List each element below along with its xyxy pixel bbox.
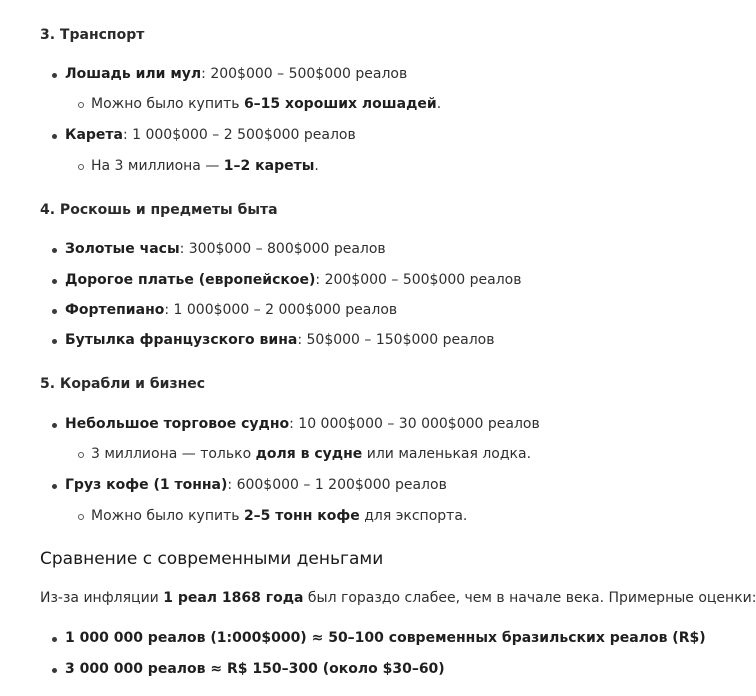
item-label: 1 000 000 реалов (1:000$000) (65, 630, 307, 646)
item-bold: 2–5 тонн кофе (243, 508, 360, 524)
item-bold: доля в судне (255, 446, 363, 462)
comparison-intro (40, 590, 756, 606)
item-text: или маленькая лодка. (362, 446, 532, 462)
item-label: Дорогое платье (европейское) (65, 272, 316, 288)
list-item (65, 66, 407, 82)
item-value: : 200$000 – 500$000 реалов (201, 66, 408, 82)
sub-list-item (91, 96, 441, 112)
item-value: : 200$000 – 500$000 реалов (315, 272, 522, 288)
item-label: Небольшое торговое судно (65, 416, 290, 432)
item-label: Бутылка французского вина (65, 332, 298, 348)
comparison-heading: Сравнение с современными деньгами (40, 549, 384, 569)
list-item (65, 630, 706, 646)
section-title-ships: 5. Корабли и бизнес (40, 376, 206, 392)
item-text: Можно было купить (91, 96, 244, 112)
intro-text: был гораздо слабее, чем в начале века. Примерные оценки: (303, 590, 756, 606)
item-label: Карета (65, 127, 123, 143)
sub-list-item (91, 446, 531, 462)
item-value: : 1 000$000 – 2 500$000 реалов (122, 127, 356, 143)
item-text: . (436, 96, 442, 112)
section-title-transport: 3. Транспорт (40, 27, 145, 43)
item-bold: 1–2 кареты (223, 158, 315, 174)
list-item (65, 661, 445, 677)
item-value: : 1 000$000 – 2 000$000 реалов (164, 302, 398, 318)
item-label: 3 000 000 реалов (65, 661, 206, 677)
item-label: Груз кофе (1 тонна) (65, 477, 228, 493)
item-text: Можно было купить (91, 508, 244, 524)
item-text: 3 миллиона — только (91, 446, 256, 462)
item-label: Лошадь или мул (65, 66, 202, 82)
sub-list-item (91, 508, 467, 524)
section-title-luxury: 4. Роскошь и предметы быта (40, 202, 278, 218)
list-item (65, 241, 386, 257)
list-item (65, 332, 495, 348)
item-value: : 300$000 – 800$000 реалов (179, 241, 386, 257)
item-label: Золотые часы (65, 241, 180, 257)
sub-list-item (91, 158, 319, 174)
item-value: : 600$000 – 1 200$000 реалов (227, 477, 447, 493)
item-label: Фортепиано (65, 302, 165, 318)
intro-text: Из-за инфляции (40, 590, 164, 606)
item-value: ≈ R$ 150–300 (около $30–60) (205, 661, 445, 677)
item-value: ≈ 50–100 современных бразильских реалов (R$) (306, 630, 706, 646)
item-text: для экспорта. (359, 508, 468, 524)
item-text: На 3 миллиона — (91, 158, 224, 174)
item-bold: 6–15 хороших лошадей (243, 96, 437, 112)
item-value: : 10 000$000 – 30 000$000 реалов (289, 416, 540, 432)
list-item (65, 127, 356, 143)
item-text: . (314, 158, 319, 174)
item-value: : 50$000 – 150$000 реалов (297, 332, 495, 348)
intro-bold: 1 реал 1868 года (163, 590, 304, 606)
list-item (65, 477, 447, 493)
list-item (65, 272, 521, 288)
list-item (65, 302, 397, 318)
list-item (65, 416, 540, 432)
